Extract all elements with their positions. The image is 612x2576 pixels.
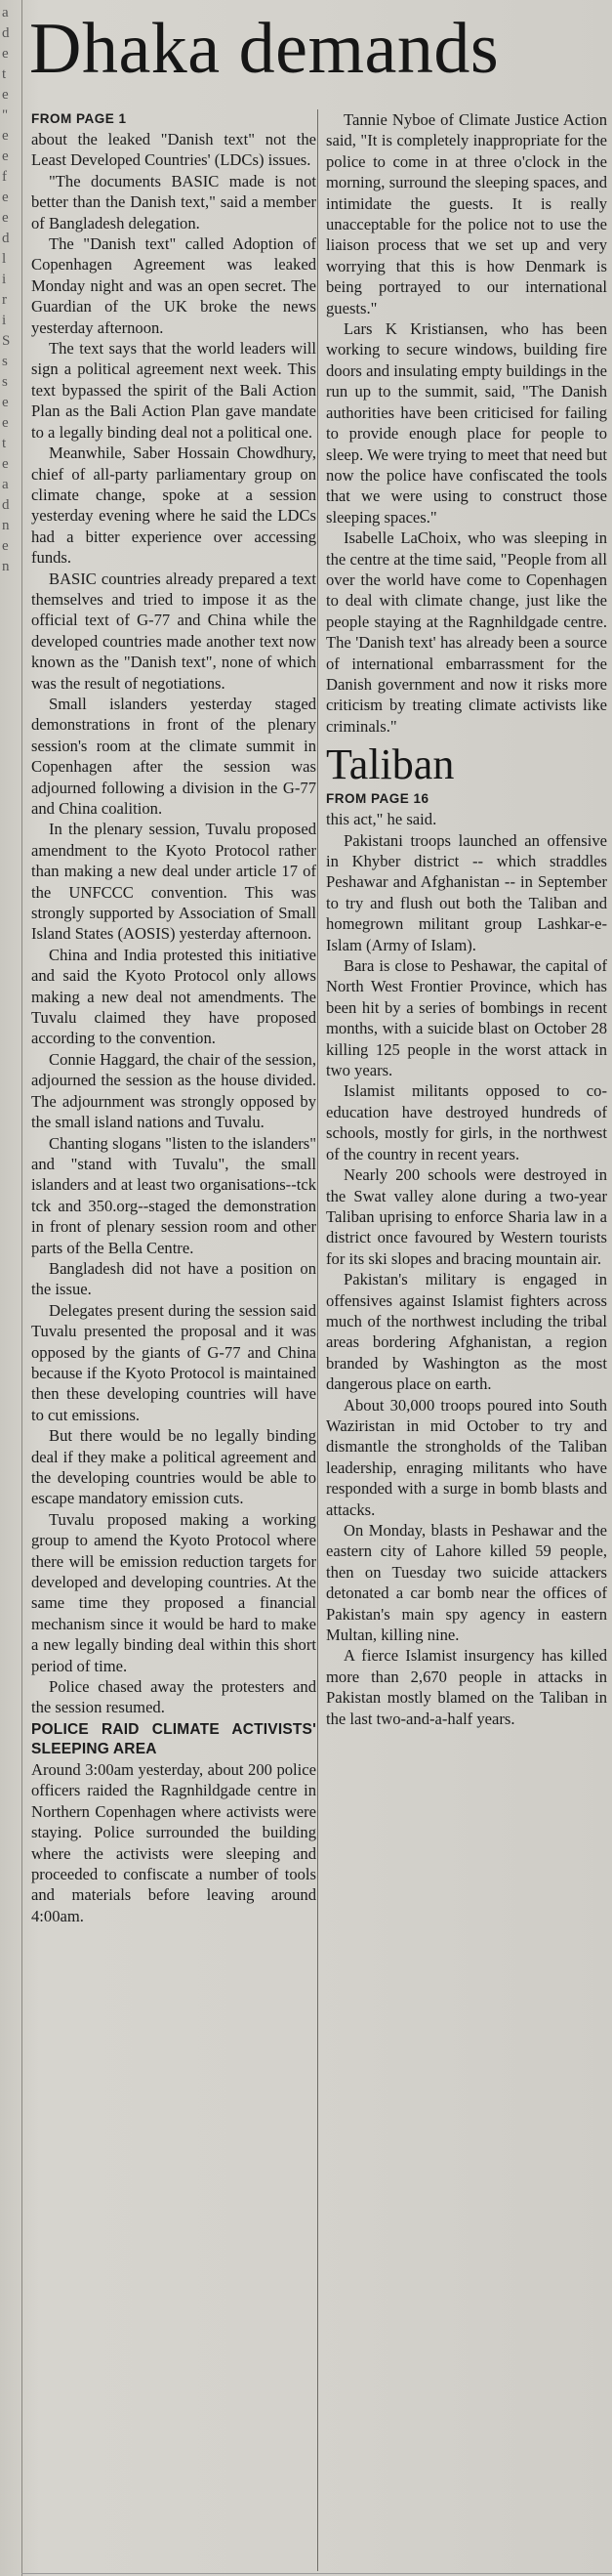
- headline: Dhaka demands: [29, 9, 500, 89]
- paragraph: Meanwhile, Saber Hossain Chowdhury, chief of all-party parliamentary group on climate change, spoke at a session yesterday evening where he said the LDCs had a bitter experience over accessing funds.: [31, 443, 316, 568]
- margin-fragment: n: [2, 559, 10, 574]
- continued-from-label: FROM PAGE 16: [326, 791, 429, 807]
- margin-fragment: e: [2, 538, 9, 554]
- paragraph: China and India protested this initiative and said the Kyoto Protocol only allows making a new deal not amendments. The Tuvalu claimed they have proposed according to the convention.: [31, 945, 316, 1048]
- margin-fragment: f: [2, 169, 7, 185]
- column-divider: [317, 109, 318, 2571]
- margin-fragment: e: [2, 190, 9, 205]
- margin-fragment: s: [2, 374, 8, 390]
- margin-fragment: e: [2, 415, 9, 431]
- margin-fragment: e: [2, 395, 9, 410]
- paragraph: Around 3:00am yesterday, about 200 police officers raided the Ragnhildgade centre in Northern Copenhagen where activists were staying. Police surrounded the building where the activists were sleeping and proceeded to confiscate a number of tools and materials before leaving around 4:00am.: [31, 1759, 316, 1925]
- paragraph: Bara is close to Peshawar, the capital of North West Frontier Province, which has been hit by a series of bombings in recent months, with a suicide blast on October 28 killing 125 people in the worst attack in two years.: [326, 956, 607, 1080]
- paragraph: On Monday, blasts in Peshawar and the eastern city of Lahore killed 59 people, then on Tuesday two suicide attackers detonated a car bomb near the offices of Pakistan's main spy agency in eastern Multan, killing nine.: [326, 1521, 607, 1645]
- continued-from-label: FROM PAGE 1: [31, 111, 127, 126]
- paragraph: Police chased away the protesters and the session resumed.: [31, 1677, 316, 1717]
- margin-fragment: ": [2, 107, 9, 123]
- story-dhaka-column-2: [326, 109, 607, 1729]
- paragraph: About 30,000 troops poured into South Waziristan in mid October to try and dismantle the strongholds of the Taliban leadership, enraging militants who have responded with a surge in bomb blasts and attacks.: [326, 1395, 607, 1519]
- margin-fragment: S: [2, 333, 11, 349]
- margin-fragment: d: [2, 231, 10, 246]
- paragraph: "The documents BASIC made is not better than the Danish text," said a member of Bangladesh delegation.: [31, 171, 316, 232]
- paragraph: Bangladesh did not have a position on the issue.: [31, 1258, 316, 1299]
- margin-fragment: a: [2, 477, 9, 492]
- paragraph: Nearly 200 schools were destroyed in the Swat valley alone during a two-year Taliban uprising to enforce Sharia law in a district once favoured by Western tourists for its ski slopes and bracing mountain air.: [326, 1165, 607, 1268]
- paragraph: Chanting slogans "listen to the islanders" and "stand with Tuvalu", the small islanders and at least two organisations--tck tck and 350.org--staged the demonstration in front of plenary session room and other parts of the Bella Centre.: [31, 1133, 316, 1257]
- paragraph: BASIC countries already prepared a text themselves and tried to impose it as the official text of G-77 and China while the developed countries made another text now known as the "Danish text", none of which was the result of negotiations.: [31, 569, 316, 693]
- adjacent-column-fragments: [0, 0, 22, 2576]
- margin-fragment: t: [2, 66, 7, 82]
- margin-fragment: e: [2, 456, 9, 472]
- paragraph: The text says that the world leaders will sign a political agreement next week. This text bypassed the spirit of the Bali Action Plan as the Bali Action Plan gave mandate to a legally binding deal not a political one.: [31, 339, 316, 442]
- paragraph: this act," he said.: [326, 810, 437, 829]
- paragraph: The "Danish text" called Adoption of Copenhagen Agreement was leaked Monday night and was an open secret. The Guardian of the UK broke the news yesterday afternoon.: [31, 234, 316, 337]
- margin-fragment: e: [2, 128, 9, 144]
- margin-fragment: i: [2, 272, 7, 287]
- taliban-headline: Taliban: [326, 740, 455, 789]
- paragraph: But there would be no legally binding deal if they make a political agreement and the developing countries would be able to escape mandatory emission cuts.: [31, 1426, 316, 1508]
- paragraph: A fierce Islamist insurgency has killed more than 2,670 people in attacks in Pakistan mostly blamed on the Taliban in the last two-and-a-half years.: [326, 1646, 607, 1728]
- paragraph: Isabelle LaChoix, who was sleeping in the centre at the time said, "People from all over the world have come to Copenhagen to deal with climate change, just like the people staying at the Ragnhildgade centre. The 'Danish text' has already been a source of international embarrassment for the Danish government and now it risks more criticism by treating climate activists like criminals.": [326, 528, 607, 736]
- section-subhead: POLICE RAID CLIMATE ACTIVISTS' SLEEPING AREA: [31, 1720, 316, 1757]
- margin-fragment: l: [2, 251, 7, 267]
- paragraph: Tuvalu proposed making a working group to amend the Kyoto Protocol where there will be emission reduction targets for developed and developing countries. At the same time they proposed a financial mechanism since it would be hard to make a new legally binding deal within this short period of time.: [31, 1509, 316, 1675]
- margin-fragment: e: [2, 46, 9, 62]
- margin-fragment: t: [2, 436, 7, 451]
- margin-fragment: r: [2, 292, 7, 308]
- margin-fragment: i: [2, 313, 7, 328]
- paragraph: In the plenary session, Tuvalu proposed amendment to the Kyoto Protocol rather than making a new deal under article 17 of the UNFCCC convention. This was strongly supported by Association of Small Island States (AOSIS) yesterday afternoon.: [31, 820, 316, 944]
- paragraph: Delegates present during the session said Tuvalu presented the proposal and it was opposed by the giants of G-77 and China because if the Kyoto Protocol is maintained then these developing countries will have to cut emissions.: [31, 1300, 316, 1424]
- paragraph: Islamist militants opposed to co-education have destroyed hundreds of schools, mostly for girls, in the northwest of the country in recent years.: [326, 1081, 607, 1163]
- paragraph: Pakistani troops launched an offensive in Khyber district -- which straddles Peshawar and Afghanistan -- in September to try and flush out both the Taliban and homegrown militant group Lashkar-e-Islam (Army of Islam).: [326, 830, 607, 954]
- margin-fragment: e: [2, 148, 9, 164]
- story-dhaka-column-1: [31, 109, 316, 1926]
- margin-fragment: s: [2, 354, 8, 369]
- margin-fragment: a: [2, 5, 9, 21]
- margin-fragment: d: [2, 497, 10, 513]
- page-bottom-rule: [21, 2573, 612, 2574]
- paragraph: Tannie Nyboe of Climate Justice Action said, "It is completely inappropriate for the police to come in at three o'clock in the morning, surround the sleeping spaces, and intimidate the guests. It is really unacceptable for the police not to use the liaison process that we set up and very worrying that this is how Denmark is being portrayed to our international guests.": [326, 110, 607, 317]
- paragraph: about the leaked "Danish text" not the Least Developed Countries' (LDCs) issues.: [31, 130, 316, 170]
- paragraph: Lars K Kristiansen, who has been working to secure windows, building fire doors and insulating empty buildings in the run up to the summit, said, "The Danish authorities have been criticised for failing to provide enough place for people to sleep. We were trying to meet that need but now the police have confiscated the tools that we were using to construct those sleeping spaces.": [326, 319, 607, 527]
- paragraph: Connie Haggard, the chair of the session, adjourned the session as the house divided. The adjournment was strongly opposed by the small island nations and Tuvalu.: [31, 1049, 316, 1132]
- margin-fragment: n: [2, 518, 10, 533]
- margin-fragment: e: [2, 210, 9, 226]
- margin-fragment: d: [2, 25, 10, 41]
- margin-fragment: e: [2, 87, 9, 103]
- paragraph: Small islanders yesterday staged demonstrations in front of the plenary session's room at the climate summit in Copenhagen after the session was adjourned following a division in the G-77 and China coalition.: [31, 694, 316, 818]
- paragraph: Pakistan's military is engaged in offensives against Islamist fighters across much of the northwest including the tribal areas bordering Afghanistan, a region branded by Washington as the most dangerous place on earth.: [326, 1270, 607, 1394]
